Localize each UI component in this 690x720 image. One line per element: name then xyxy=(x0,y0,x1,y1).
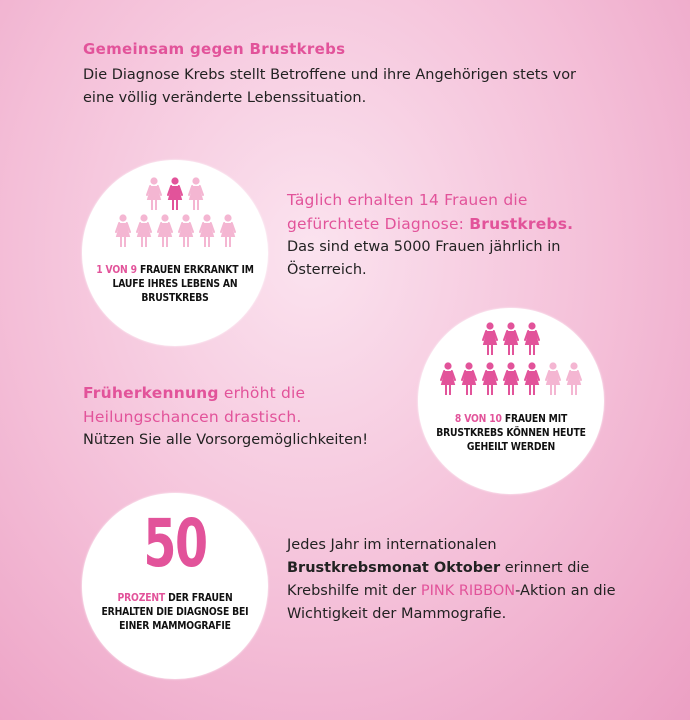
figure-row-bottom xyxy=(418,362,604,396)
text1-lead-b: Brustkrebs. xyxy=(469,215,574,233)
stat-caption-2 xyxy=(429,412,593,454)
figure-row-top xyxy=(82,177,268,211)
woman-figure-icon xyxy=(481,322,499,356)
woman-figure-icon xyxy=(187,177,205,211)
woman-figure-icon xyxy=(198,214,216,248)
text3-part3: erinnert die Krebshilfe mit der xyxy=(287,560,590,599)
text2-lead-b: erhöht die Heilungschancen drastisch. xyxy=(83,384,306,426)
text3-part4: PINK RIBBON xyxy=(420,583,516,599)
intro-title: Gemeinsam gegen Brustkrebs xyxy=(83,40,346,58)
figure-row-bottom xyxy=(82,214,268,248)
woman-figure-icon xyxy=(502,322,520,356)
woman-figure-icon xyxy=(114,214,132,248)
woman-figure-icon xyxy=(565,362,583,396)
stat-circle-3 xyxy=(82,493,268,679)
stat-circle-2 xyxy=(418,308,604,494)
stat-highlight-2: 8 VON 10 xyxy=(454,413,502,425)
woman-figure-icon xyxy=(166,177,184,211)
intro-section xyxy=(83,40,603,110)
text3-part1: Jedes Jahr im internationalen xyxy=(287,537,497,553)
woman-figure-icon xyxy=(156,214,174,248)
text1-lead xyxy=(287,188,617,236)
intro-body: Die Diagnose Krebs stellt Betroffene und ihre Angehörigen stets vor eine völlig veränderte Lebenssituation. xyxy=(83,67,577,106)
text-block-3 xyxy=(287,534,617,626)
text2-body: Nützen Sie alle Vorsorgemöglichkeiten! xyxy=(83,432,369,448)
figure-row-top xyxy=(418,322,604,356)
text3-part5: -Aktion an die Wichtigkeit der Mammografie. xyxy=(287,583,616,622)
stat-text-2: FRAUEN MIT BRUSTKREBS KÖNNEN HEUTE GEHEILT WERDEN xyxy=(436,413,586,453)
stat-circle-1 xyxy=(82,160,268,346)
woman-figure-icon xyxy=(544,362,562,396)
woman-figure-icon xyxy=(481,362,499,396)
woman-figure-icon xyxy=(177,214,195,248)
woman-figure-icon xyxy=(135,214,153,248)
woman-figure-icon xyxy=(460,362,478,396)
text-block-1 xyxy=(287,188,617,282)
woman-figure-icon xyxy=(219,214,237,248)
stat-highlight-3: PROZENT xyxy=(117,592,166,604)
stat-caption-1 xyxy=(93,263,257,305)
stat-number-3: 50 xyxy=(143,505,207,582)
stat-text-1: FRAUEN ERKRANKT IM LAUFE IHRES LEBENS AN BRUSTKREBS xyxy=(112,264,254,304)
stat-highlight-1: 1 VON 9 xyxy=(96,264,137,276)
stat-caption-3 xyxy=(93,591,257,633)
woman-figure-icon xyxy=(439,362,457,396)
text2-lead-a: Früherkennung xyxy=(83,384,219,402)
woman-figure-icon xyxy=(502,362,520,396)
text1-lead-a: Täglich erhalten 14 Frauen die gefürchtete Diagnose: xyxy=(287,191,528,233)
text2-lead xyxy=(83,381,413,429)
text3-part2: Brustkrebsmonat Oktober xyxy=(287,560,501,576)
text-block-2 xyxy=(83,381,413,452)
woman-figure-icon xyxy=(145,177,163,211)
woman-figure-icon xyxy=(523,362,541,396)
text1-body: Das sind etwa 5000 Frauen jährlich in Österreich. xyxy=(287,239,561,278)
stat-text-3: DER FRAUEN ERHALTEN DIE DIAGNOSE BEI EINER MAMMOGRAFIE xyxy=(101,592,249,632)
woman-figure-icon xyxy=(523,322,541,356)
